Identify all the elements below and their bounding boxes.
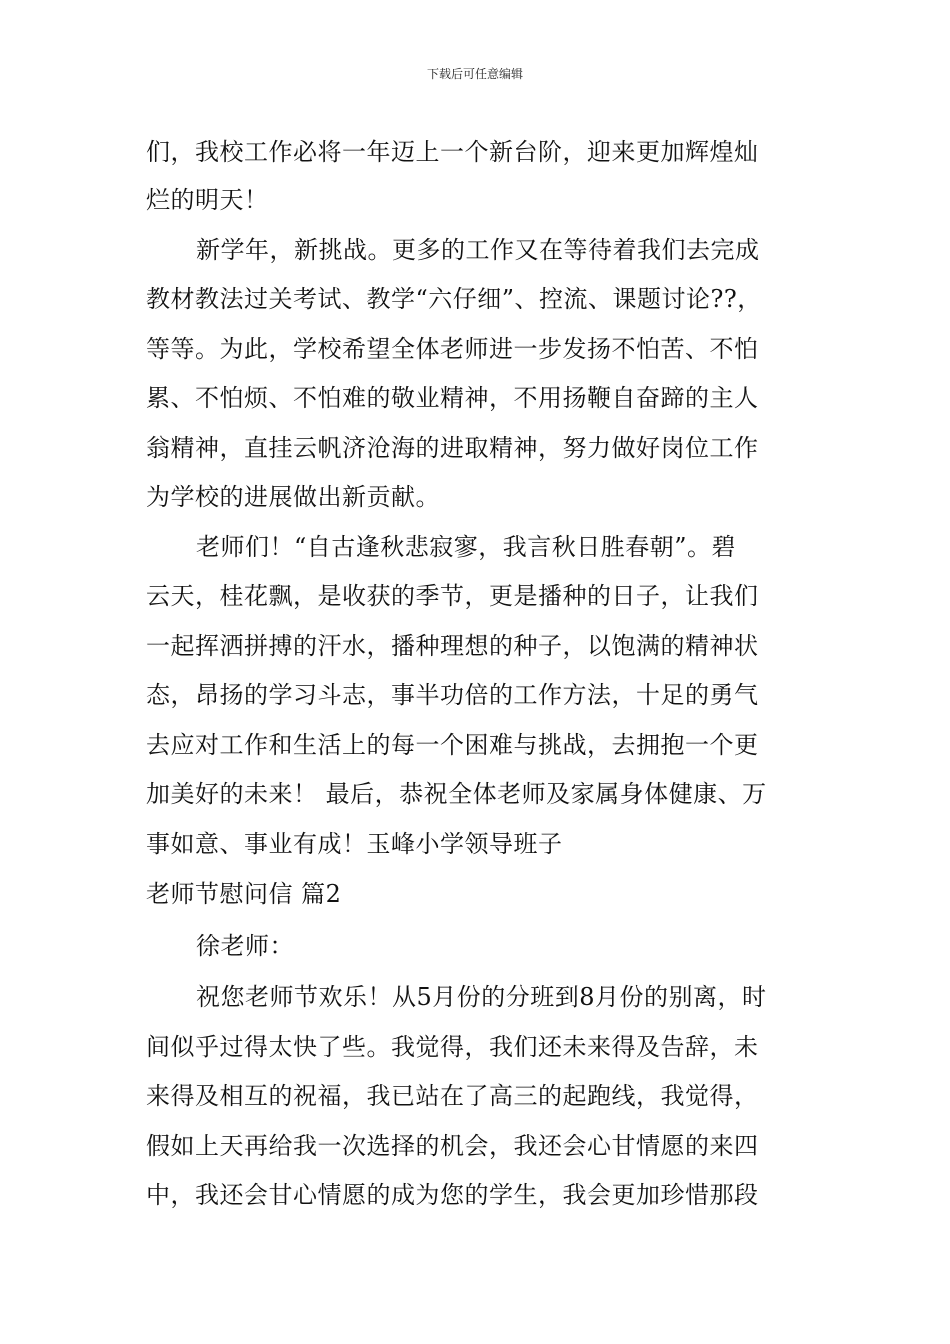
paragraph-line: 态，昂扬的学习斗志，事半功倍的工作方法，十足的勇气 (146, 681, 759, 709)
salutation: 徐老师： (196, 932, 294, 960)
paragraph-line: 中，我还会甘心情愿的成为您的学生，我会更加珍惜那段 (146, 1181, 759, 1209)
paragraph-line: 新学年，新挑战。更多的工作又在等待着我们去完成 (196, 236, 760, 264)
paragraph-line: 间似乎过得太快了些。我觉得，我们还未来得及告辞，未 (146, 1033, 759, 1061)
paragraph-line: 等等。为此，学校希望全体老师进一步发扬不怕苦、不怕 (146, 335, 759, 363)
paragraph-line: 加美好的未来！ 最后，恭祝全体老师及家属身体健康、万 (146, 780, 767, 808)
paragraph-line: 来得及相互的祝福，我已站在了高三的起跑线，我觉得， (146, 1082, 759, 1110)
paragraph-line: 们，我校工作必将一年迈上一个新台阶，迎来更加辉煌灿 (146, 138, 759, 166)
paragraph-line: 假如上天再给我一次选择的机会，我还会心甘情愿的来四 (146, 1132, 759, 1160)
section-heading: 老师节慰问信 篇2 (146, 880, 342, 908)
paragraph-line: 烂的明天！ (146, 186, 269, 214)
paragraph-line: 一起挥洒拼搏的汗水，播种理想的种子，以饱满的精神状 (146, 632, 759, 660)
paragraph-line: 为学校的进展做出新贡献。 (146, 483, 440, 511)
paragraph-line: 翁精神，直挂云帆济沧海的进取精神，努力做好岗位工作 (146, 434, 759, 462)
paragraph-line: 云天，桂花飘，是收获的季节，更是播种的日子，让我们 (146, 582, 759, 610)
paragraph-line: 教材教法过关考试、教学“六仔细”、控流、课题讨论??， (146, 285, 762, 313)
paragraph-line: 去应对工作和生活上的每一个困难与挑战，去拥抱一个更 (146, 731, 759, 759)
paragraph-line: 事如意、事业有成！玉峰小学领导班子 (146, 830, 563, 858)
paragraph-line: 老师们！“自古逢秋悲寂寥，我言秋日胜春朝”。碧 (196, 533, 737, 561)
page-header-note: 下载后可任意编辑 (426, 67, 523, 81)
paragraph-line: 累、不怕烦、不怕难的敬业精神，不用扬鞭自奋蹄的主人 (146, 384, 759, 412)
paragraph-line: 祝您老师节欢乐！从5月份的分班到8月份的别离，时 (196, 983, 767, 1011)
